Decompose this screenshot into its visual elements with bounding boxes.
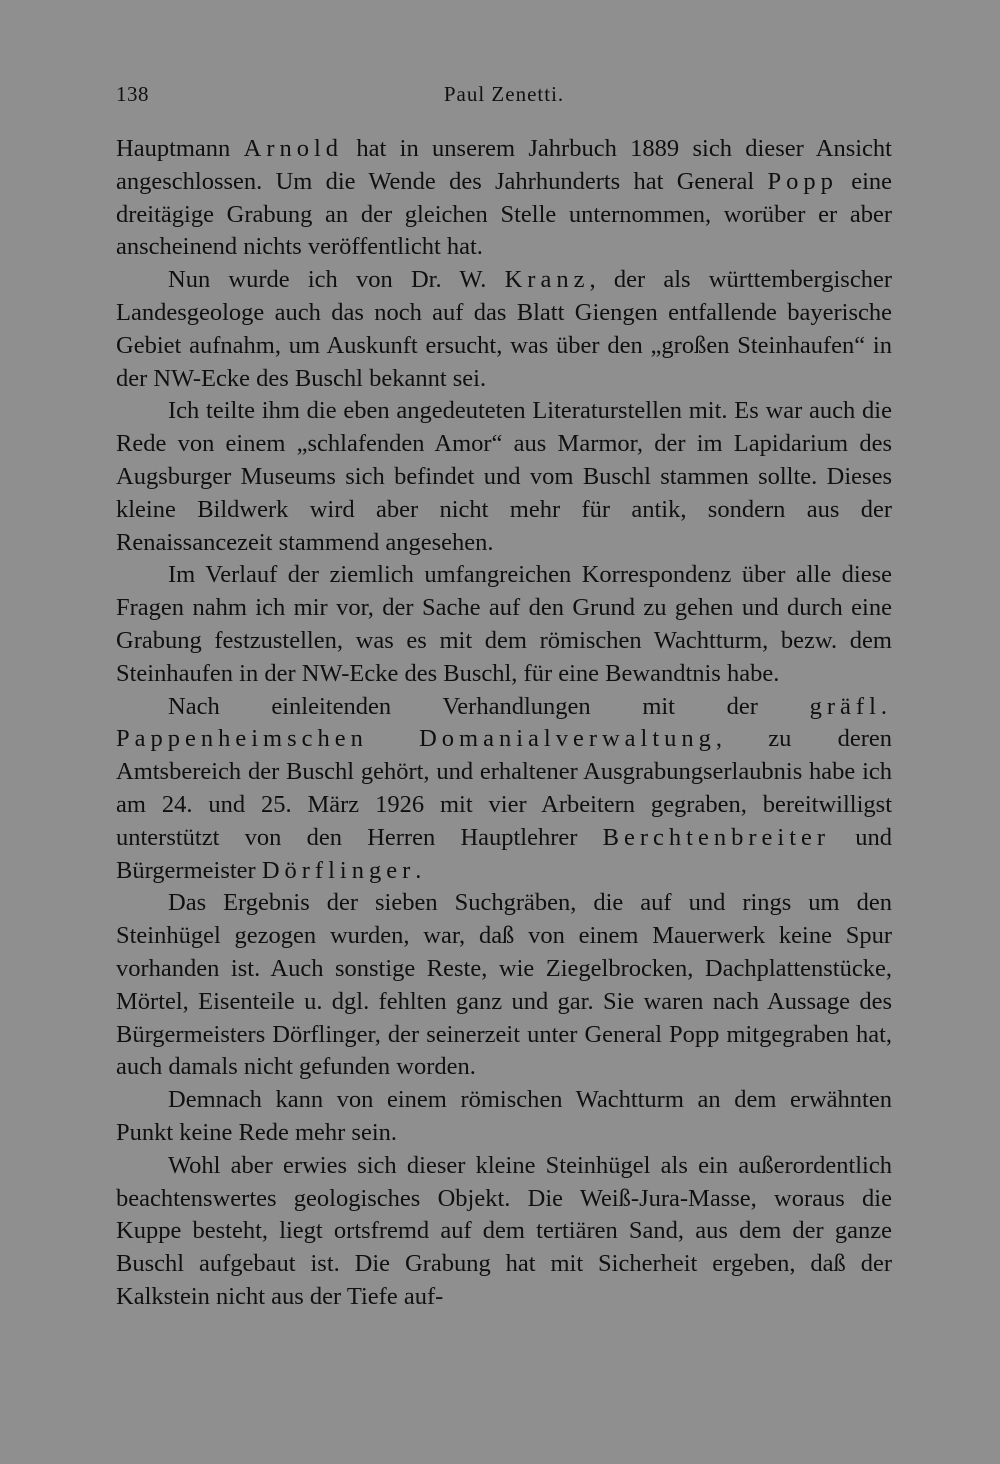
body-text (116, 133, 892, 1314)
paragraph: Nach einleitenden Verhandlungen mit der gräfl. Pappenheimschen Domanialverwaltung, zu deren Amtsbereich der Buschl gehört, und erhaltener Ausgrabungserlaubnis habe ich am 24. und 25. März 1926 mit vier Arbeitern gegraben, bereitwilligst unterstützt von den Herren Hauptlehrer Berchtenbreiter und Bürgermeister Dörflinger. (116, 692, 893, 884)
paragraph: Ich teilte ihm die eben angedeuteten Literaturstellen mit. Es war auch die Rede von einem „schlafenden Amor“ aus Marmor, der im Lapidarium des Augsburger Museums sich befindet und vom Buschl stammen sollte. Dieses kleine Bildwerk wird aber nicht mehr für antik, sondern aus der Renaissancezeit stammend angesehen. (116, 397, 892, 556)
spaced-name: Dörflinger (261, 856, 416, 884)
spaced-name: Popp (767, 167, 838, 195)
page-header (116, 80, 892, 116)
spaced-name: gräfl. Pappenheimschen Domanialverwaltung (116, 692, 892, 753)
spaced-name: Kranz (504, 266, 590, 294)
paragraph: Hauptmann Arnold hat in unserem Jahrbuch 1889 sich dieser Ansicht angeschlossen. Um die Wende des Jahrhunderts hat General Popp eine dreitägige Grabung an der gleichen Stelle unternommen, worüber er aber anscheinend nichts veröffentlicht hat. (116, 135, 892, 261)
paragraph: Im Verlauf der ziemlich umfangreichen Korrespondenz über alle diese Fragen nahm ich mir vor, der Sache auf den Grund zu gehen und durch eine Grabung festzustellen, was es mit dem römischen Wachtturm, bezw. dem Steinhaufen in der NW-Ecke des Buschl, für eine Bewandtnis habe. (116, 561, 892, 687)
paragraph: Wohl aber erwies sich dieser kleine Steinhügel als ein außerordentlich beachtenswertes geologisches Objekt. Die Weiß-Jura-Masse, woraus die Kuppe besteht, liegt ortsfremd auf dem tertiären Sand, aus dem der ganze Buschl aufgebaut ist. Die Grabung hat mit Sicherheit ergeben, daß der Kalkstein nicht aus der Tiefe auf- (116, 1151, 892, 1310)
page-number: 138 (116, 82, 149, 106)
paragraph: Das Ergebnis der sieben Suchgräben, die auf und rings um den Steinhügel gezogen wurden, war, daß von einem Mauerwerk keine Spur vorhanden ist. Auch sonstige Reste, wie Ziegelbrocken, Dachplattenstücke, Mörtel, Eisenteile u. dgl. fehlten ganz und gar. Sie waren nach Aussage des Bürgermeisters Dörflinger, der seinerzeit unter General Popp mitgegraben hat, auch damals nicht gefunden worden. (116, 889, 892, 1081)
spaced-name: Arnold (243, 135, 344, 162)
running-head: Paul Zenetti. (443, 82, 565, 106)
spaced-name: Berchtenbreiter (602, 823, 831, 851)
paragraph: Demnach kann von einem römischen Wachtturm an dem erwähnten Punkt keine Rede mehr sein. (116, 1086, 892, 1146)
paragraph: Nun wurde ich von Dr. W. Kranz, der als württembergischer Landesgeologe auch das noch auf das Blatt Giengen entfallende bayerische Gebiet aufnahm, um Auskunft ersucht, was über den „großen Steinhaufen“ in der NW-Ecke des Buschl bekannt sei. (116, 266, 892, 392)
